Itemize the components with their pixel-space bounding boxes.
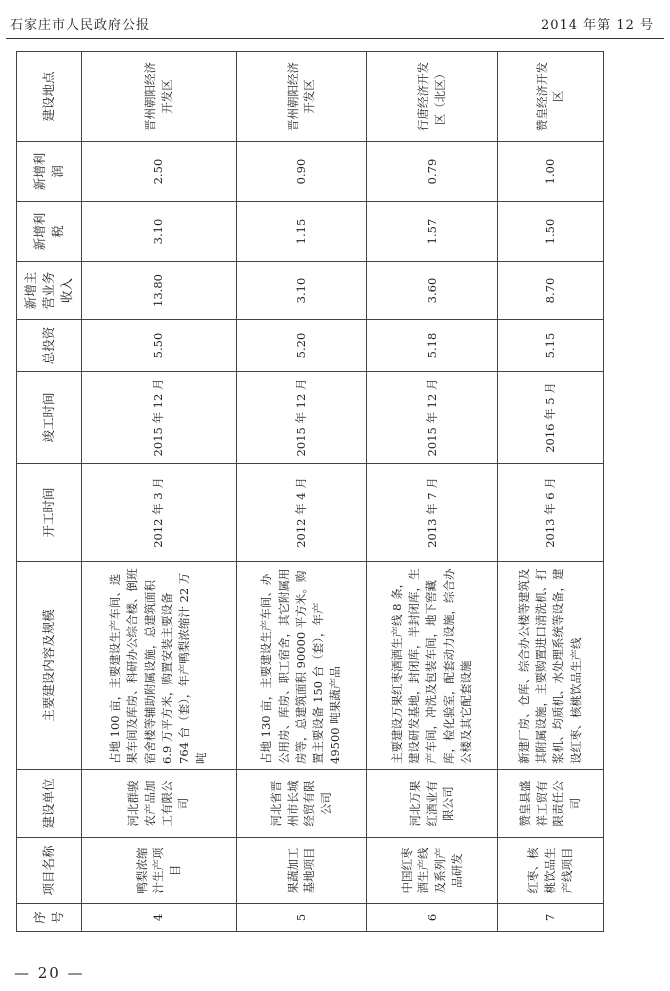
cell-location: 晋州朝阳经济开发区: [236, 52, 367, 142]
header-seq: 序号: [17, 904, 82, 932]
project-table: [16, 51, 604, 932]
cell-location: 赞皇经济开发区: [497, 52, 603, 142]
header-profit: 新增利润: [17, 142, 82, 202]
header-name: 项目名称: [17, 838, 82, 904]
cell-end: 2015 年 12 月: [82, 372, 237, 464]
cell-invest: 5.15: [497, 320, 603, 372]
header-start: 开工时间: [17, 464, 82, 562]
table-row: [236, 52, 367, 932]
cell-profit: 0.79: [367, 142, 498, 202]
cell-name: 果蔬加工基地项目: [236, 838, 367, 904]
header-location: 建设地点: [17, 52, 82, 142]
cell-unit: 河北万果红酒业有限公司: [367, 770, 498, 838]
cell-seq: 4: [82, 904, 237, 932]
cell-unit: 河北省晋州市长城经贸有限公司: [236, 770, 367, 838]
cell-location: 晋州朝阳经济开发区: [82, 52, 237, 142]
cell-tax: 1.50: [497, 202, 603, 262]
cell-invest: 5.18: [367, 320, 498, 372]
cell-start: 2012 年 4 月: [236, 464, 367, 562]
cell-seq: 7: [497, 904, 603, 932]
cell-location: 行唐经济开发区（北区）: [367, 52, 498, 142]
cell-profit: 0.90: [236, 142, 367, 202]
header-unit: 建设单位: [17, 770, 82, 838]
cell-revenue: 8.70: [497, 262, 603, 320]
header-divider: [6, 38, 664, 39]
table-row: [82, 52, 237, 932]
cell-tax: 3.10: [82, 202, 237, 262]
cell-start: 2013 年 6 月: [497, 464, 603, 562]
cell-content: 占地 130 亩，主要建设生产车间、办公用房、库房、职工宿舍，其它附属用房等，总建筑面积 90000 平方米。购置主要设备 150 台（套），年产 49500 吨果蔬产品: [236, 562, 367, 770]
cell-name: 红枣、核桃饮品生产线项目: [497, 838, 603, 904]
cell-profit: 1.00: [497, 142, 603, 202]
cell-revenue: 13.80: [82, 262, 237, 320]
cell-start: 2012 年 3 月: [82, 464, 237, 562]
cell-tax: 1.57: [367, 202, 498, 262]
page-number: — 20 —: [14, 964, 85, 982]
cell-invest: 5.20: [236, 320, 367, 372]
cell-content: 主要建设万果红枣酒酒生产线 8 条，建设研发基地，封闭库，半封闭库，生产车间，冲洗及包装车间，地下窖藏库，检化验室，配套动力设施，综合办公楼及其它配套设施: [367, 562, 498, 770]
table-row: [497, 52, 603, 932]
cell-tax: 1.15: [236, 202, 367, 262]
cell-profit: 2.50: [82, 142, 237, 202]
table-row: [367, 52, 498, 932]
project-table-container: [16, 52, 604, 932]
issue-number: 2014 年第 12 号: [540, 18, 654, 33]
cell-revenue: 3.10: [236, 262, 367, 320]
cell-content: 新建厂房、仓库、综合办公楼等建筑及其附属设施，主要购置进口清洗机、打浆机、均质机、水处理系统等设备，建设红枣、核桃饮品生产线: [497, 562, 603, 770]
header-revenue: 新增主营业务收入: [17, 262, 82, 320]
cell-name: 鸭梨浓缩汁生产项目: [82, 838, 237, 904]
cell-start: 2013 年 7 月: [367, 464, 498, 562]
cell-unit: 河北群骏农产品加工有限公司: [82, 770, 237, 838]
cell-content: 占地 100 亩，主要建设生产车间、选果车间及库房、科研办公综合楼、倒班宿舍楼等辅助附属设施，总建筑面积 6.9 万平方米，购置安装主要设备 764 台（套），年产鸭梨浓缩汁 22 万吨: [82, 562, 237, 770]
cell-unit: 赞皇县盛祥工贸有限责任公司: [497, 770, 603, 838]
header-end: 竣工时间: [17, 372, 82, 464]
header-content: 主要建设内容及规模: [17, 562, 82, 770]
cell-end: 2015 年 12 月: [367, 372, 498, 464]
cell-invest: 5.50: [82, 320, 237, 372]
publication-title: 石家庄市人民政府公报: [10, 18, 151, 33]
table-header-row: [17, 52, 82, 932]
cell-end: 2015 年 12 月: [236, 372, 367, 464]
cell-end: 2016 年 5 月: [497, 372, 603, 464]
header-tax: 新增利税: [17, 202, 82, 262]
cell-seq: 5: [236, 904, 367, 932]
header-invest: 总投资: [17, 320, 82, 372]
cell-revenue: 3.60: [367, 262, 498, 320]
cell-seq: 6: [367, 904, 498, 932]
cell-name: 中国红枣酒生产线及系列产品研发: [367, 838, 498, 904]
